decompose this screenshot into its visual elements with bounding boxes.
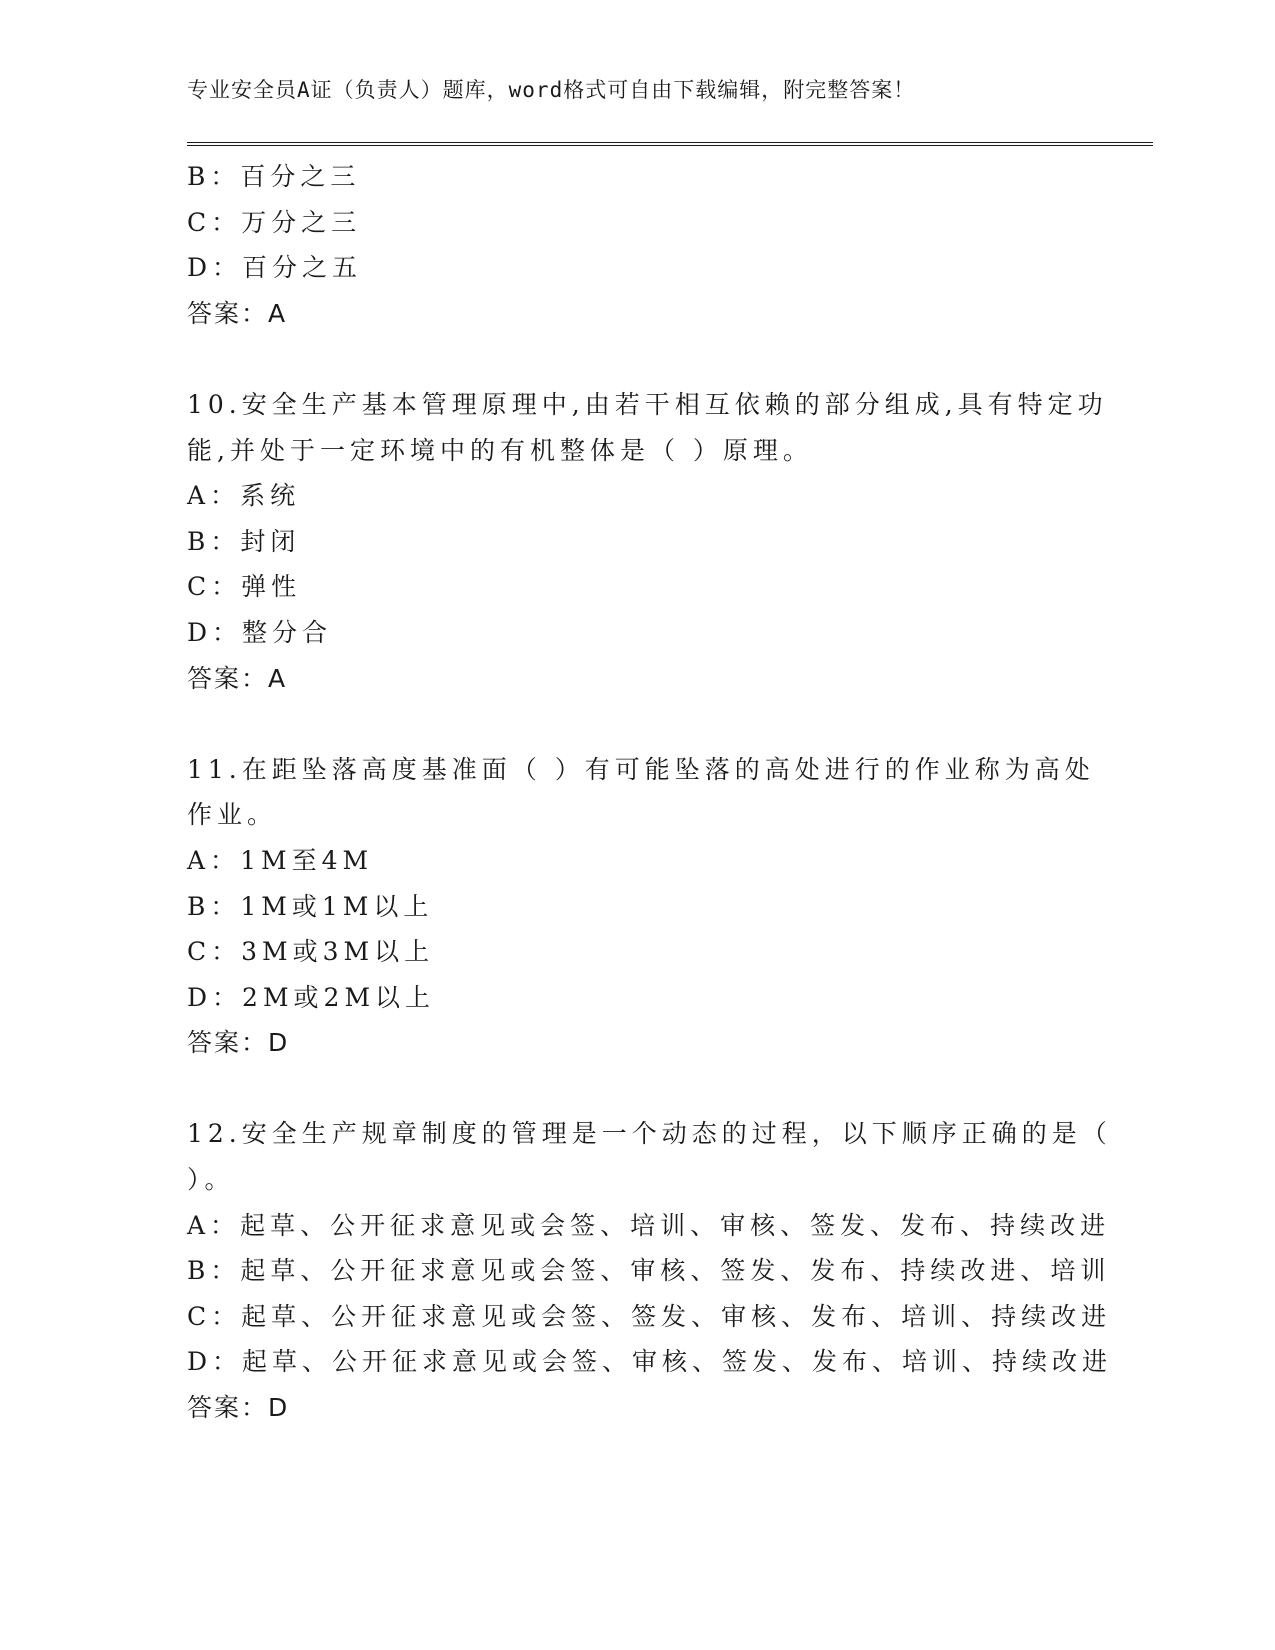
option-d: D：整分合 bbox=[187, 617, 333, 647]
option-d: D：2M或2M以上 bbox=[187, 982, 436, 1012]
option-b: B：封闭 bbox=[187, 526, 301, 556]
option-d: D：起草、公开征求意见或会签、审核、签发、发布、培训、持续改进 bbox=[187, 1347, 1113, 1377]
question-12 bbox=[187, 1111, 1113, 1430]
header-divider bbox=[187, 142, 1153, 146]
question-text: 10.安全生产基本管理原理中,由若干相互依赖的部分组成,具有特定功 bbox=[187, 389, 1108, 419]
option-c: C：3M或3M以上 bbox=[187, 937, 435, 967]
answer: 答案：D bbox=[187, 1393, 290, 1423]
option-b: B：起草、公开征求意见或会签、审核、签发、发布、持续改进、培训 bbox=[187, 1256, 1111, 1286]
answer: 答案：A bbox=[187, 298, 288, 328]
question-10 bbox=[187, 382, 1108, 701]
option-b: B：百分之三 bbox=[187, 162, 361, 191]
answer: 答案：D bbox=[187, 1028, 290, 1058]
document-body bbox=[187, 154, 1113, 1431]
answer: 答案：A bbox=[187, 663, 288, 693]
question-text: 11.在距坠落高度基准面（ ）有可能坠落的高处进行的作业称为高处 bbox=[187, 754, 1095, 784]
option-c: C：起草、公开征求意见或会签、签发、审核、发布、培训、持续改进 bbox=[187, 1301, 1112, 1331]
option-d: D：百分之五 bbox=[187, 253, 363, 283]
option-b: B：1M或1M以上 bbox=[187, 891, 434, 921]
question-text: 12.安全生产规章制度的管理是一个动态的过程，以下顺序正确的是（ bbox=[187, 1119, 1112, 1149]
question-11 bbox=[187, 747, 1095, 1066]
option-c: C：弹性 bbox=[187, 572, 302, 602]
question-text: ）。 bbox=[187, 1165, 235, 1195]
question-9-tail bbox=[187, 154, 1087, 336]
question-text: 作业。 bbox=[187, 800, 278, 830]
option-a: A：系统 bbox=[187, 481, 301, 511]
document-header: 专业安全员A证（负责人）题库，word格式可自由下载编辑，附完整答案！ bbox=[187, 78, 916, 102]
question-text: 能,并处于一定环境中的有机整体是（ ）原理。 bbox=[187, 435, 813, 465]
option-a: A：起草、公开征求意见或会签、培训、审核、签发、发布、持续改进 bbox=[187, 1210, 1111, 1240]
option-c: C：万分之三 bbox=[187, 207, 362, 237]
option-a: A：1M至4M bbox=[187, 845, 374, 875]
